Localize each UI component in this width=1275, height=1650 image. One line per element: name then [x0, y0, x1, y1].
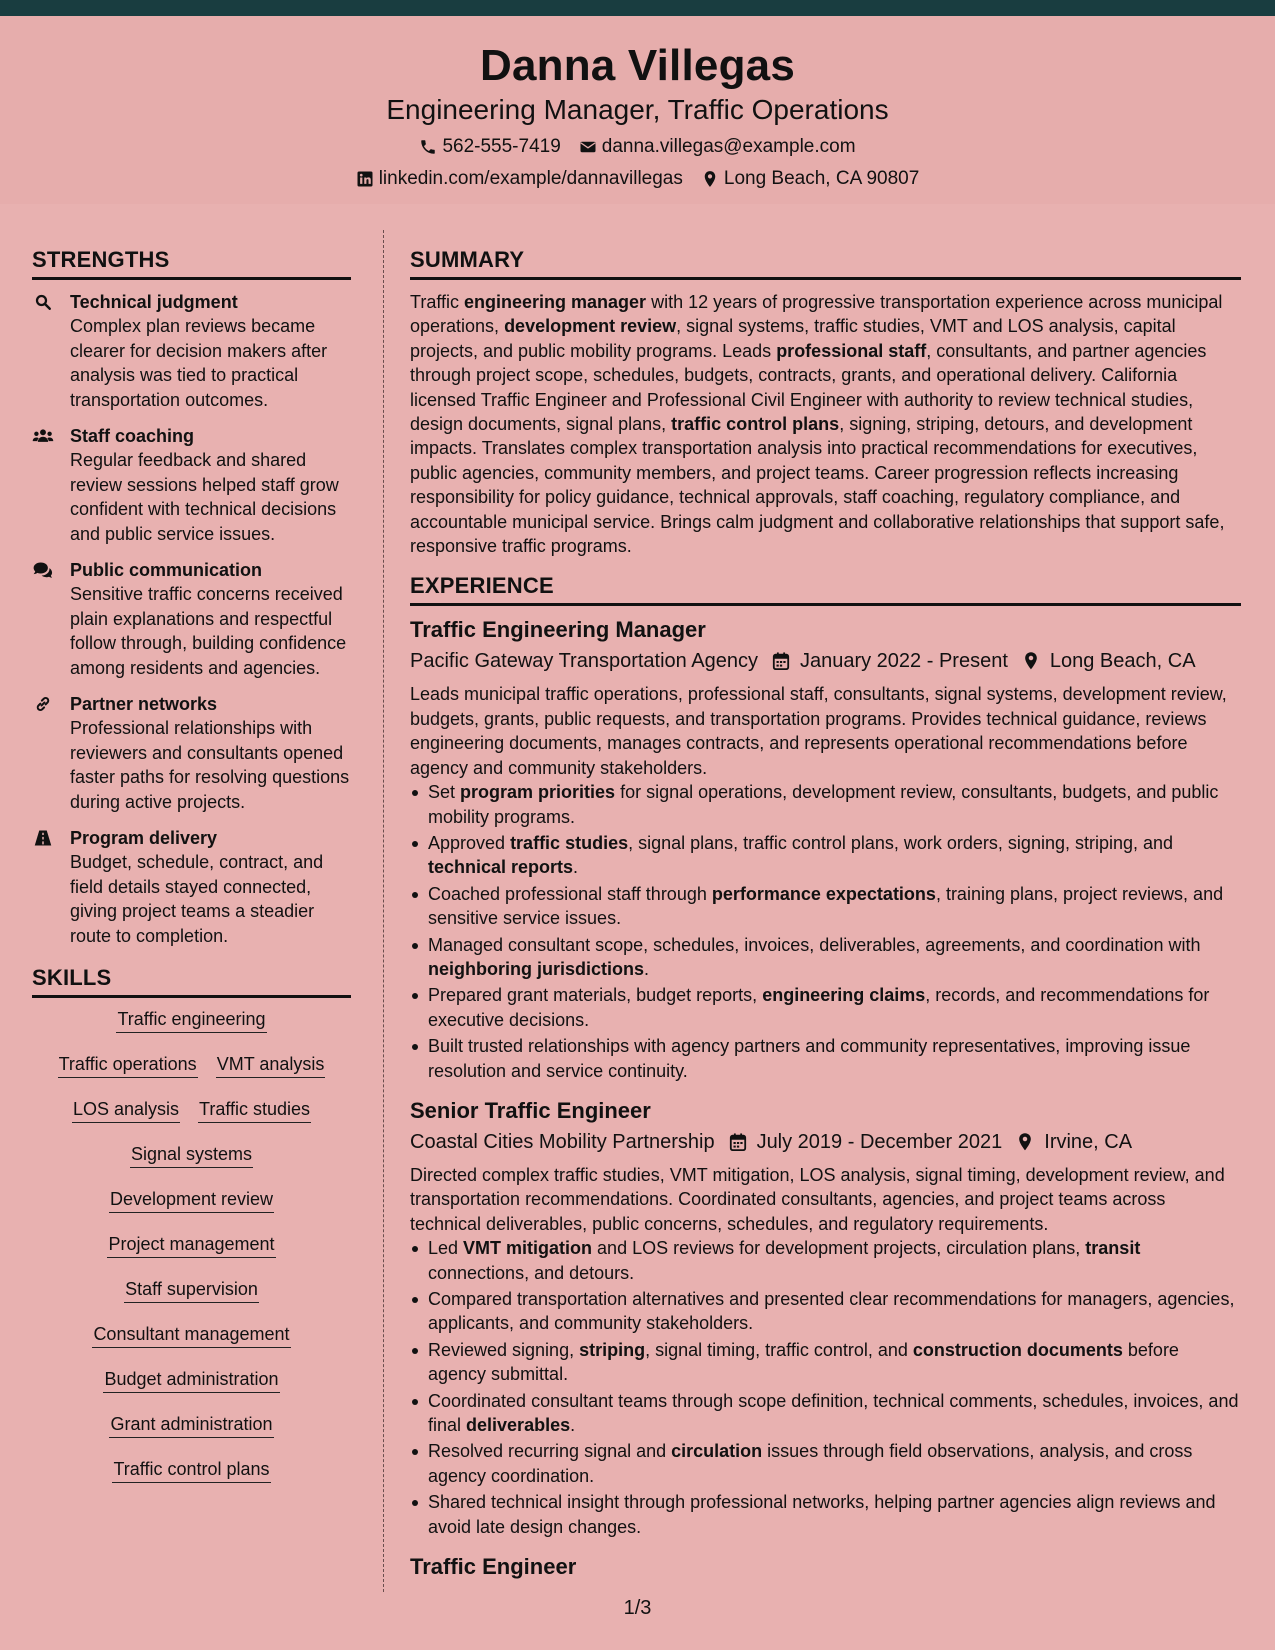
location-contact	[701, 169, 919, 188]
candidate-name: Danna Villegas	[479, 41, 795, 90]
skill-row	[32, 1323, 351, 1368]
text-run: Built trusted relationships with agency partners and community representatives, improving issue resolution and service continuity.	[428, 1036, 1191, 1081]
text-run: Resolved recurring signal and	[428, 1441, 672, 1462]
bold-keyword: neighboring jurisdictions	[428, 958, 644, 979]
comments-icon	[32, 558, 70, 680]
skill-tag: Signal systems	[130, 1143, 253, 1168]
text-run: Prepared grant materials, budget reports,	[428, 985, 763, 1006]
strength-title: Technical judgment	[70, 292, 238, 312]
text-run: , consultants, and partner agencies through project scope, schedules, budgets, contracts, grants, and operational delivery. California licensed Traffic Engineer and Professional Civil Engineer with authority to review technical studies, design documents, signal plans,	[410, 340, 1207, 435]
phone-text: 562-555-7419	[442, 136, 561, 157]
job-bullet	[428, 1490, 1241, 1539]
text-run: .	[644, 958, 650, 979]
next-job-title: Traffic Engineer	[410, 1554, 577, 1580]
skill-row	[32, 1008, 351, 1053]
strength-title: Program delivery	[70, 828, 218, 848]
bold-keyword: transit	[1085, 1238, 1141, 1259]
job-bullet	[428, 1236, 1241, 1285]
linkedin-text[interactable]: linkedin.com/example/dannavillegas	[378, 168, 683, 189]
summary-text	[410, 290, 1241, 558]
calendar-icon	[729, 1132, 747, 1152]
job-meta	[410, 648, 1241, 674]
job-bullet	[428, 983, 1241, 1032]
bold-keyword: traffic control plans	[671, 414, 840, 435]
bold-keyword: deliverables	[466, 1415, 571, 1436]
text-run: Set	[428, 782, 461, 803]
envelope-icon	[579, 138, 597, 156]
bold-keyword: development review	[504, 316, 677, 337]
text-run: , training plans, project reviews, and sensitive service issues.	[428, 883, 1224, 929]
text-run: Shared technical insight through professional networks, helping partner agencies align reviews and avoid late design changes.	[428, 1492, 1216, 1537]
text-run: Reviewed signing,	[428, 1339, 580, 1360]
job-description: Directed complex traffic studies, VMT mitigation, LOS analysis, signal timing, development review, and transportation recommendations. Coordinated consultants, agencies, and project teams across technical deliverables, public concerns, schedules, and regulatory requirements.	[410, 1164, 1225, 1234]
bold-keyword: traffic studies	[510, 832, 629, 853]
strength-item	[32, 558, 351, 680]
job-bullet	[428, 882, 1241, 931]
skill-tag: Budget administration	[103, 1368, 279, 1393]
text-run: .	[573, 857, 579, 878]
text-run: Led	[428, 1238, 464, 1259]
strength-item	[32, 826, 351, 948]
bold-keyword: professional staff	[776, 340, 927, 361]
strength-item	[32, 290, 351, 412]
contact-row-2	[0, 169, 1275, 188]
contact-row-1	[0, 137, 1275, 156]
strength-description: Sensitive traffic concerns received plain explanations and respectful follow through, building confidence among residents and agencies.	[70, 584, 347, 678]
email-text[interactable]: danna.villegas@example.com	[601, 136, 856, 157]
bold-keyword: technical reports	[428, 857, 574, 878]
job-bullets	[410, 1236, 1241, 1539]
text-run: , signal systems, traffic studies, VMT and LOS analysis, capital projects, and public mobility programs. Leads	[410, 316, 1176, 361]
map-pin-icon	[701, 170, 719, 188]
job-meta	[410, 1129, 1241, 1155]
skill-row	[32, 1233, 351, 1278]
strength-item	[32, 424, 351, 546]
job-title: Senior Traffic Engineer	[410, 1097, 651, 1123]
skill-row	[32, 1053, 351, 1098]
text-run: , signal timing, traffic control, and	[645, 1339, 913, 1360]
resume-header	[0, 16, 1275, 204]
skill-row	[32, 1278, 351, 1323]
text-run: Approved	[428, 832, 511, 853]
page-number: 1/3	[623, 1597, 652, 1619]
left-column	[32, 246, 351, 1503]
experience-list	[410, 616, 1241, 1539]
phone-icon	[419, 138, 437, 156]
job-bullet	[428, 933, 1241, 982]
job-dates: July 2019 - December 2021	[756, 1130, 1003, 1153]
bold-keyword: performance expectations	[711, 883, 936, 904]
bold-keyword: construction documents	[912, 1339, 1123, 1360]
skill-tag: Traffic control plans	[112, 1458, 270, 1483]
job-description: Leads municipal traffic operations, professional staff, consultants, signal systems, development review, budgets, grants, public requests, and transportation programs. Provides technical guidance, reviews engineering documents, manages contracts, and represents operational recommendations before agency and community stakeholders.	[410, 684, 1227, 778]
bold-keyword: circulation	[671, 1441, 763, 1462]
job-bullet	[428, 1287, 1241, 1336]
linkedin-contact[interactable]	[356, 169, 683, 188]
job-dates: January 2022 - Present	[799, 650, 1008, 673]
text-run: Managed consultant scope, schedules, invoices, deliverables, agreements, and coordination with	[428, 934, 1201, 955]
text-run: , records, and recommendations for executive decisions.	[428, 985, 1210, 1030]
skills-list	[32, 1008, 351, 1503]
strength-title: Partner networks	[70, 694, 218, 714]
top-accent-bar	[0, 0, 1275, 16]
strength-description: Budget, schedule, contract, and field details stayed connected, giving project teams a steadier route to completion.	[70, 852, 324, 946]
text-run: for signal operations, development review, consultants, budgets, and public mobility programs.	[428, 782, 1219, 827]
skill-tag: Traffic operations	[58, 1053, 198, 1078]
text-run: Compared transportation alternatives and presented clear recommendations for managers, agencies, applicants, and community stakeholders.	[428, 1289, 1235, 1334]
strength-item	[32, 692, 351, 814]
job-bullet	[428, 1389, 1241, 1438]
experience-heading: EXPERIENCE	[410, 572, 1241, 606]
bold-keyword: VMT mitigation	[463, 1238, 593, 1259]
strength-description: Professional relationships with reviewers and consultants opened faster paths for resolving questions during active projects.	[70, 718, 350, 812]
job-company: Coastal Cities Mobility Partnership	[410, 1130, 715, 1153]
bold-keyword: striping	[579, 1339, 646, 1360]
text-run: .	[570, 1415, 576, 1436]
linkedin-icon	[356, 170, 374, 188]
skill-row	[32, 1413, 351, 1458]
column-divider	[383, 230, 384, 1592]
text-run: , signal plans, traffic control plans, work orders, signing, striping, and	[628, 832, 1174, 853]
location-text: Long Beach, CA 90807	[723, 168, 920, 189]
skill-row	[32, 1458, 351, 1503]
job-bullet	[428, 780, 1241, 829]
users-icon	[32, 424, 70, 546]
job-entry	[410, 1097, 1241, 1539]
bold-keyword: engineering manager	[464, 292, 647, 312]
skill-tag: LOS analysis	[72, 1098, 180, 1123]
map-pin-icon	[1016, 1132, 1034, 1152]
skill-tag: Development review	[109, 1188, 274, 1213]
candidate-title: Engineering Manager, Traffic Operations	[386, 94, 889, 125]
skill-tag: Traffic studies	[198, 1098, 311, 1123]
text-run: Coordinated consultant teams through scope definition, technical comments, schedules, invoices, and final	[428, 1390, 1239, 1436]
job-title: Traffic Engineering Manager	[410, 617, 706, 643]
skill-row	[32, 1143, 351, 1188]
skill-row	[32, 1188, 351, 1233]
phone-contact	[419, 137, 560, 156]
bold-keyword: program priorities	[460, 782, 616, 803]
strength-title: Public communication	[70, 560, 263, 580]
skills-heading: SKILLS	[32, 964, 351, 998]
road-icon	[32, 826, 70, 948]
right-column	[410, 246, 1241, 1581]
search-icon	[32, 290, 70, 412]
text-run: Traffic	[410, 292, 465, 312]
text-run: before agency submittal.	[428, 1339, 1179, 1385]
text-run: , signing, striping, detours, and development impacts. Translates complex transportation analysis into practical recommendations for executives, public agencies, community members, and project teams. Career progression reflects increasing responsibility for policy guidance, technical approvals, staff coaching, regulatory compliance, and accountable municipal service. Brings calm judgment and collaborative relationships that support safe, responsive traffic programs.	[410, 414, 1225, 557]
summary-heading: SUMMARY	[410, 246, 1241, 280]
skill-tag: Grant administration	[109, 1413, 273, 1438]
text-run: issues through field observations, analysis, and cross agency coordination.	[428, 1441, 1193, 1486]
skill-tag: Project management	[107, 1233, 275, 1258]
text-run: and LOS reviews for development projects, circulation plans,	[592, 1238, 1086, 1259]
link-icon	[32, 692, 70, 814]
job-location: Irvine, CA	[1044, 1130, 1133, 1153]
job-bullet	[428, 831, 1241, 880]
text-run: Coached professional staff through	[428, 883, 712, 904]
strength-title: Staff coaching	[70, 426, 195, 446]
bold-keyword: engineering claims	[762, 985, 926, 1006]
job-bullet	[428, 1338, 1241, 1387]
strength-description: Complex plan reviews became clearer for decision makers after analysis was tied to practical transportation outcomes.	[70, 316, 328, 410]
strength-description: Regular feedback and shared review sessions helped staff grow confident with technical decisions and public service issues.	[70, 450, 339, 544]
skill-tag: Traffic engineering	[116, 1008, 266, 1033]
skill-tag: VMT analysis	[216, 1053, 326, 1078]
strengths-list	[32, 290, 351, 948]
job-bullet	[428, 1439, 1241, 1488]
skill-row	[32, 1098, 351, 1143]
skill-row	[32, 1368, 351, 1413]
map-pin-icon	[1022, 651, 1040, 671]
text-run: with 12 years of progressive transportation experience across municipal operations,	[410, 292, 1223, 337]
email-contact[interactable]	[579, 137, 856, 156]
skill-tag: Staff supervision	[124, 1278, 259, 1303]
strengths-heading: STRENGTHS	[32, 246, 351, 280]
job-entry	[410, 616, 1241, 1083]
job-bullets	[410, 780, 1241, 1083]
job-bullet	[428, 1034, 1241, 1083]
job-company: Pacific Gateway Transportation Agency	[410, 650, 758, 673]
calendar-icon	[772, 651, 790, 671]
skill-tag: Consultant management	[92, 1323, 290, 1348]
job-location: Long Beach, CA	[1049, 650, 1196, 673]
text-run: connections, and detours.	[428, 1262, 635, 1283]
